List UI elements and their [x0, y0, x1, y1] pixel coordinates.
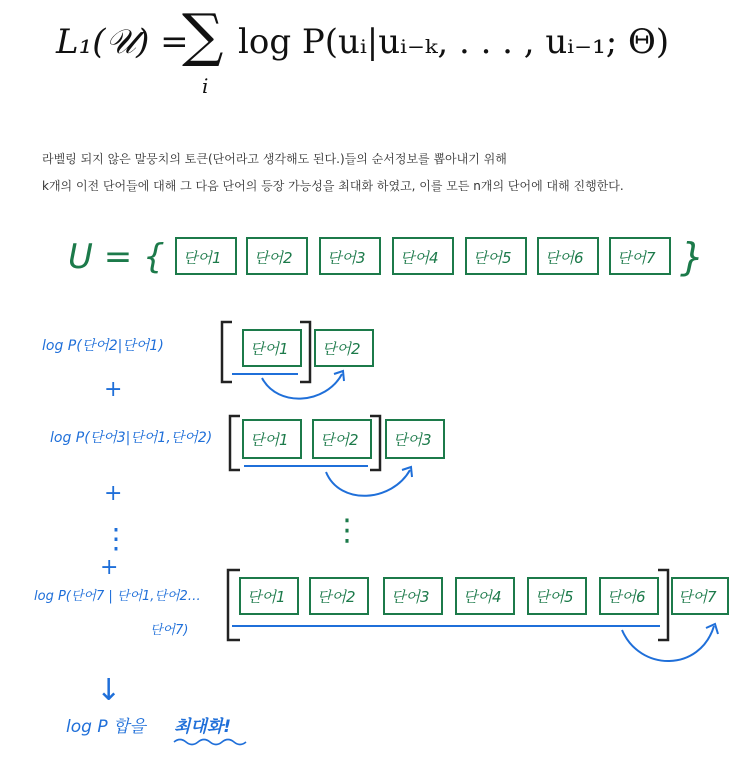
- description-line-1: 라벨링 되지 않은 말뭉치의 토큰(단어라고 생각해도 된다.)들의 순서정보를 뽑아내기 위해: [42, 152, 507, 166]
- term-1-target-label: 단어2: [322, 340, 361, 358]
- word-label-6: 단어6: [545, 249, 584, 267]
- term-2-context-label-2: 단어2: [320, 431, 359, 449]
- plus-2: +: [104, 481, 123, 506]
- ellipsis-left: ⋮: [102, 522, 130, 555]
- term-1-open-bracket: [222, 322, 232, 382]
- term-3-target-label: 단어7: [678, 588, 717, 606]
- term-1-label: log P(단어2|단어1): [42, 338, 164, 354]
- set-label: U = {: [68, 237, 165, 277]
- conclusion-prefix: log P 합을: [66, 717, 146, 737]
- term-1-arrow: [262, 374, 342, 399]
- term-2-open-bracket: [230, 416, 240, 470]
- ellipsis-middle: ⋮: [332, 513, 362, 548]
- sum-index: i: [202, 74, 209, 98]
- term-3-context-label-4: 단어4: [463, 588, 502, 606]
- plus-1: +: [104, 377, 123, 402]
- word-label-3: 단어3: [327, 249, 366, 267]
- term-3-context-label-2: 단어2: [317, 588, 356, 606]
- set-word-boxes: [176, 238, 670, 274]
- term-3-context-label-3: 단어3: [391, 588, 430, 606]
- formula-lhs: L₁(𝒰) =: [56, 22, 189, 62]
- word-label-2: 단어2: [254, 249, 293, 267]
- word-label-1: 단어1: [183, 249, 222, 267]
- down-arrow: ↓: [96, 673, 122, 708]
- description-line-2: k개의 이전 단어들에 대해 그 다음 단어의 등장 가능성을 최대화 하였고, 이를 모든 n개의 단어에 대해 진행한다.: [42, 179, 624, 193]
- term-3-context-boxes: [240, 578, 658, 614]
- term-3-context-label-6: 단어6: [607, 588, 646, 606]
- term-2-target-label: 단어3: [393, 431, 432, 449]
- word-label-5: 단어5: [473, 249, 512, 267]
- set-close-brace: }: [680, 235, 705, 279]
- word-label-7: 단어7: [617, 249, 656, 267]
- sum-symbol: ∑: [182, 1, 224, 69]
- term-2-label: log P(단어3|단어1,단어2): [50, 430, 213, 446]
- term-1-context-label-1: 단어1: [250, 340, 289, 358]
- plus-3: +: [100, 555, 119, 580]
- term-3-context-label-5: 단어5: [535, 588, 574, 606]
- formula-rhs: log P(uᵢ|uᵢ₋ₖ, . . . , uᵢ₋₁; Θ): [238, 22, 670, 62]
- term-3-open-bracket: [228, 570, 240, 640]
- conclusion-highlight: 최대화!: [174, 717, 232, 737]
- term-3-label-line-1: log P(단어7 | 단어1,단어2…: [34, 589, 201, 604]
- word-label-4: 단어4: [400, 249, 439, 267]
- term-2-context-label-1: 단어1: [250, 431, 289, 449]
- term-3-close-bracket: [658, 570, 668, 640]
- term-3-context-label-1: 단어1: [247, 588, 286, 606]
- conclusion-underline: [174, 740, 246, 745]
- term-2-arrow: [326, 470, 410, 496]
- term-3-label-line-2: 단어7): [150, 623, 189, 638]
